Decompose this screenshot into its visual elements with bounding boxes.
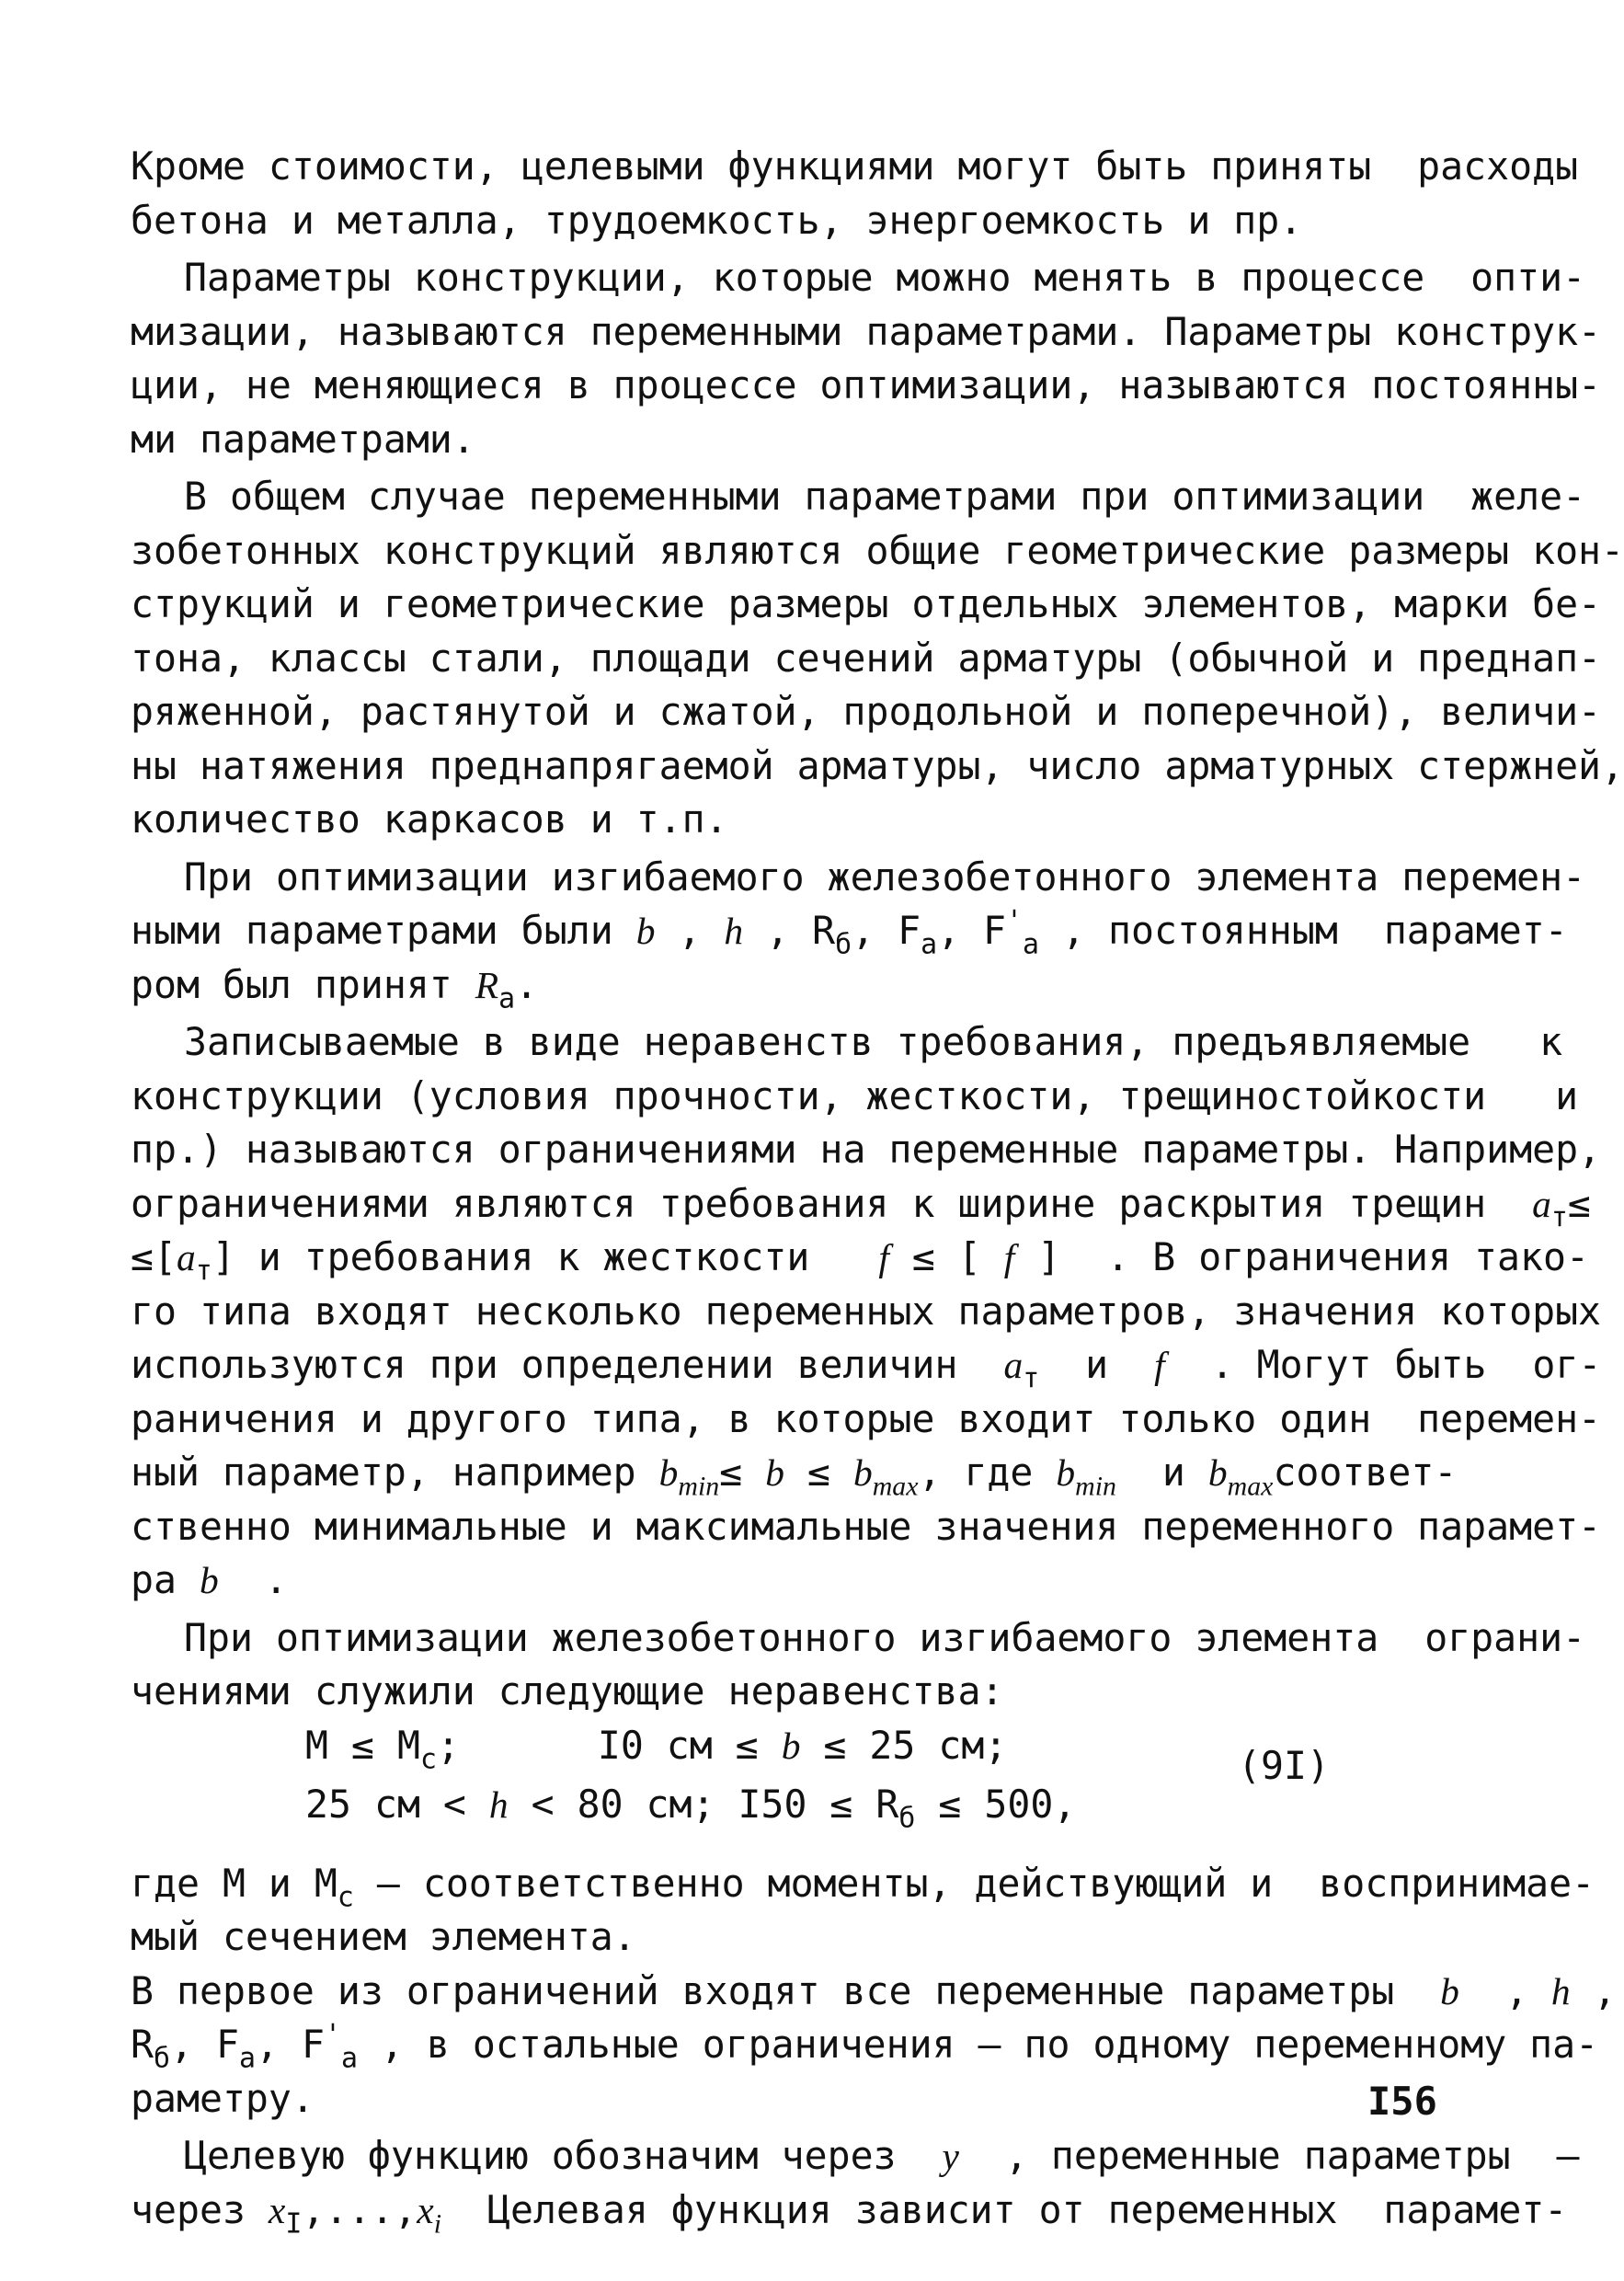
text-line: тона, классы стали, площади сечений арматуры (обычной и преднап- [131, 635, 1602, 681]
text-line: го типа входят несколько переменных параметров, значения которых [131, 1288, 1602, 1334]
text-line: раметру. [131, 2075, 315, 2121]
text-line: мый сечением элемента. [131, 1914, 636, 1959]
text-line: зобетонных конструкций являются общие геометрические размеры кон- [131, 527, 1624, 573]
text-line: ми параметрами. [131, 416, 475, 462]
text-line: ственно минимальные и максимальные значения переменного парамет- [131, 1503, 1602, 1549]
text-line: Записываемые в виде неравенств требования, предъявляемые к [184, 1019, 1563, 1064]
text-line: ряженной, растянутой и сжатой, продольной и поперечной), величи- [131, 689, 1602, 734]
text-line: через $x_I,...,x_i$ Целевая функция зависит от переменных парамет- [131, 2186, 1568, 2240]
text-line: В общем случае переменными параметрами при оптимизации желе- [184, 474, 1586, 519]
text-line: чениями служили следующие неравенства: [131, 1668, 1004, 1714]
text-line: Целевую функцию обозначим через y , переменные параметры – [184, 2133, 1580, 2178]
text-line: струкций и геометрические размеры отдельных элементов, марки бе- [131, 581, 1602, 626]
equation-line: $М \le М_с$; I0 см ≤ b ≤ 25 см; (9I) [131, 1719, 1418, 1778]
text-line: раничения и другого типа, в которые входит только один перемен- [131, 1395, 1602, 1441]
equation-number: (9I) [1238, 1742, 1330, 1788]
text-line: Параметры конструкции, которые можно менять в процессе опти- [184, 255, 1586, 300]
text-line: ны натяжения преднапрягаемой арматуры, число арматурных стержней, [131, 742, 1624, 788]
equation-line: 25 см < h < 80 см; $I50 \le R_б \le 500$, [305, 1781, 1077, 1834]
page-text [131, 140, 1624, 2240]
text-line: используются при определении величин $a_т$ и f . Могут быть ог- [131, 1342, 1602, 1395]
text-line: количество каркасов и т.п. [131, 797, 728, 842]
text-line: При оптимизации изгибаемого железобетонного элемента перемен- [184, 854, 1586, 900]
text-line: При оптимизации железобетонного изгибаемого элемента ограни- [184, 1614, 1586, 1660]
text-line: мизации, называются переменными параметрами. Параметры конструк- [131, 308, 1602, 354]
text-line: Кроме стоимости, целевыми функциями могут быть приняты расходы [131, 143, 1579, 189]
text-line: где М и $М_с$ – соответственно моменты, действующий и воспринимае- [131, 1860, 1595, 1913]
text-line: пр.) называются ограничениями на переменные параметры. Например, [131, 1127, 1602, 1172]
text-line: ром был принят $R_а$. [131, 961, 539, 1014]
text-line: ции, не меняющиеся в процессе оптимизации, называются постоянны- [131, 362, 1602, 407]
text-line: ограничениями являются требования к ширине раскрытия трещин $a_т\le$ [131, 1180, 1591, 1233]
text-line: $R_б$, $F_а$, $F'_а$ , в остальные ограничения – по одному переменному па- [131, 2019, 1599, 2075]
text-line: В первое из ограничений входят все переменные параметры b , h , [131, 1967, 1617, 2013]
text-line: бетона и металла, трудоемкость, энергоемкость и пр. [131, 197, 1303, 243]
text-line: ра b . [131, 1557, 288, 1602]
text-line: ный параметр, например $b_{min}\le b \le b_{max}$, где $b_{min}$ и $b_{max}соответ-$ [131, 1450, 1458, 1502]
text-line: конструкции (условия прочности, жесткости, трещиностойкости и [131, 1072, 1579, 1118]
text-line: ными параметрами были b , h , $R_б$, $F_а$, $F'_а$ , постоянным парамет- [131, 905, 1568, 961]
page-number: I56 [1367, 2079, 1437, 2124]
text-line: $\le[a_т]$ и требования к жесткости f ≤ [ f ] . В ограничения тако- [131, 1234, 1589, 1288]
